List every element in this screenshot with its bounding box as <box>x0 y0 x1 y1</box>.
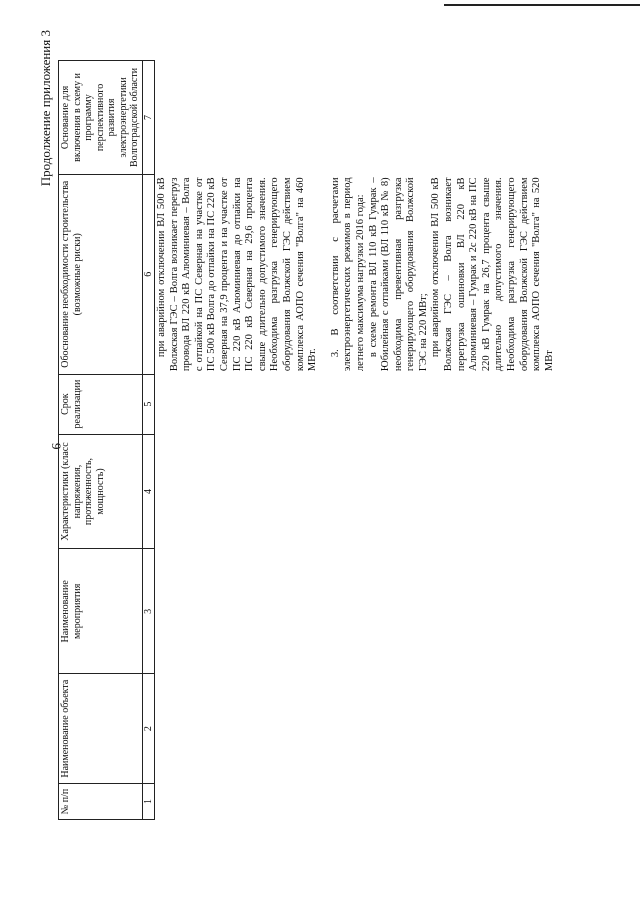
col-header-7: Основание для включения в схему и программу перспективного развития электроэнергетики Волгоградской области <box>59 61 143 175</box>
continuation-label: Продолжение приложения 3 <box>38 30 53 187</box>
col-header-1: № п/п <box>59 784 143 820</box>
measures-table <box>58 60 557 820</box>
col-header-6: Обоснование необходимости строительства (возможные риски) <box>59 174 143 374</box>
header-row <box>59 61 143 820</box>
col-header-4: Характеристики (класс напряжения, протяженность, мощность) <box>59 434 143 549</box>
column-number-row <box>142 61 155 820</box>
col-num-6: 6 <box>142 174 155 374</box>
col-header-3: Наименование мероприятия <box>59 549 143 674</box>
justification-para-1: при аварийном отключении ВЛ 500 кВ Волжская ГЭС – Волга возникает перегруз провода ВЛ 220 кВ Алюминиевая – Волга с отпайкой на ПС Северная на участке от ПС 500 кВ Волга до отпайки на ПС 220 кВ Северная на 37,9 процента и на участке от ПС 220 кВ Алюминиевая до отпайки на ПС 220 кВ Северная на 29,6 процента свыше длительно допустимого значения. Необходима разгрузка генерирующего оборудования Волжской ГЭС действием комплекса АОПО сечения "Волга" на 460 МВт. <box>156 177 319 372</box>
col-num-1: 1 <box>142 784 155 820</box>
col-num-3: 3 <box>142 549 155 674</box>
col-header-5: Срок реализации <box>59 374 143 434</box>
top-rule <box>444 4 640 6</box>
justification-para-2: 3. В соответствии с расчетами электроэнергетических режимов в период летнего максимума нагрузки 2016 года: <box>329 177 366 372</box>
body-row <box>155 61 558 820</box>
rotated-page <box>0 20 640 880</box>
col-num-7: 7 <box>142 61 155 175</box>
justification-cell <box>155 174 558 374</box>
page-number: 9 <box>49 443 64 450</box>
col-num-2: 2 <box>142 674 155 784</box>
justification-para-4: при аварийном отключении ВЛ 500 кВ Волжская ГЭС – Волга возникает перегрузка ошиновки ВЛ 220 кВ Алюминиевая – Гумрак и 2с 220 кВ на ПС 220 кВ Гумрак на 26,7 процента свыше длительно допустимого значения. Необходима разгрузка генерирующего оборудования Волжской ГЭС действием комплекса АОПО сечения "Волга" на 520 МВт <box>430 177 555 372</box>
justification-para-3: в схеме ремонта ВЛ 110 кВ Гумрак – Юбилейная с отпайками (ВЛ 110 кВ № 8) необходима превентивная разгрузка генерирующего оборудования Волжской ГЭС на 220 МВт; <box>367 177 429 372</box>
col-num-4: 4 <box>142 434 155 549</box>
col-num-5: 5 <box>142 374 155 434</box>
col-header-2: Наименование объекта <box>59 674 143 784</box>
